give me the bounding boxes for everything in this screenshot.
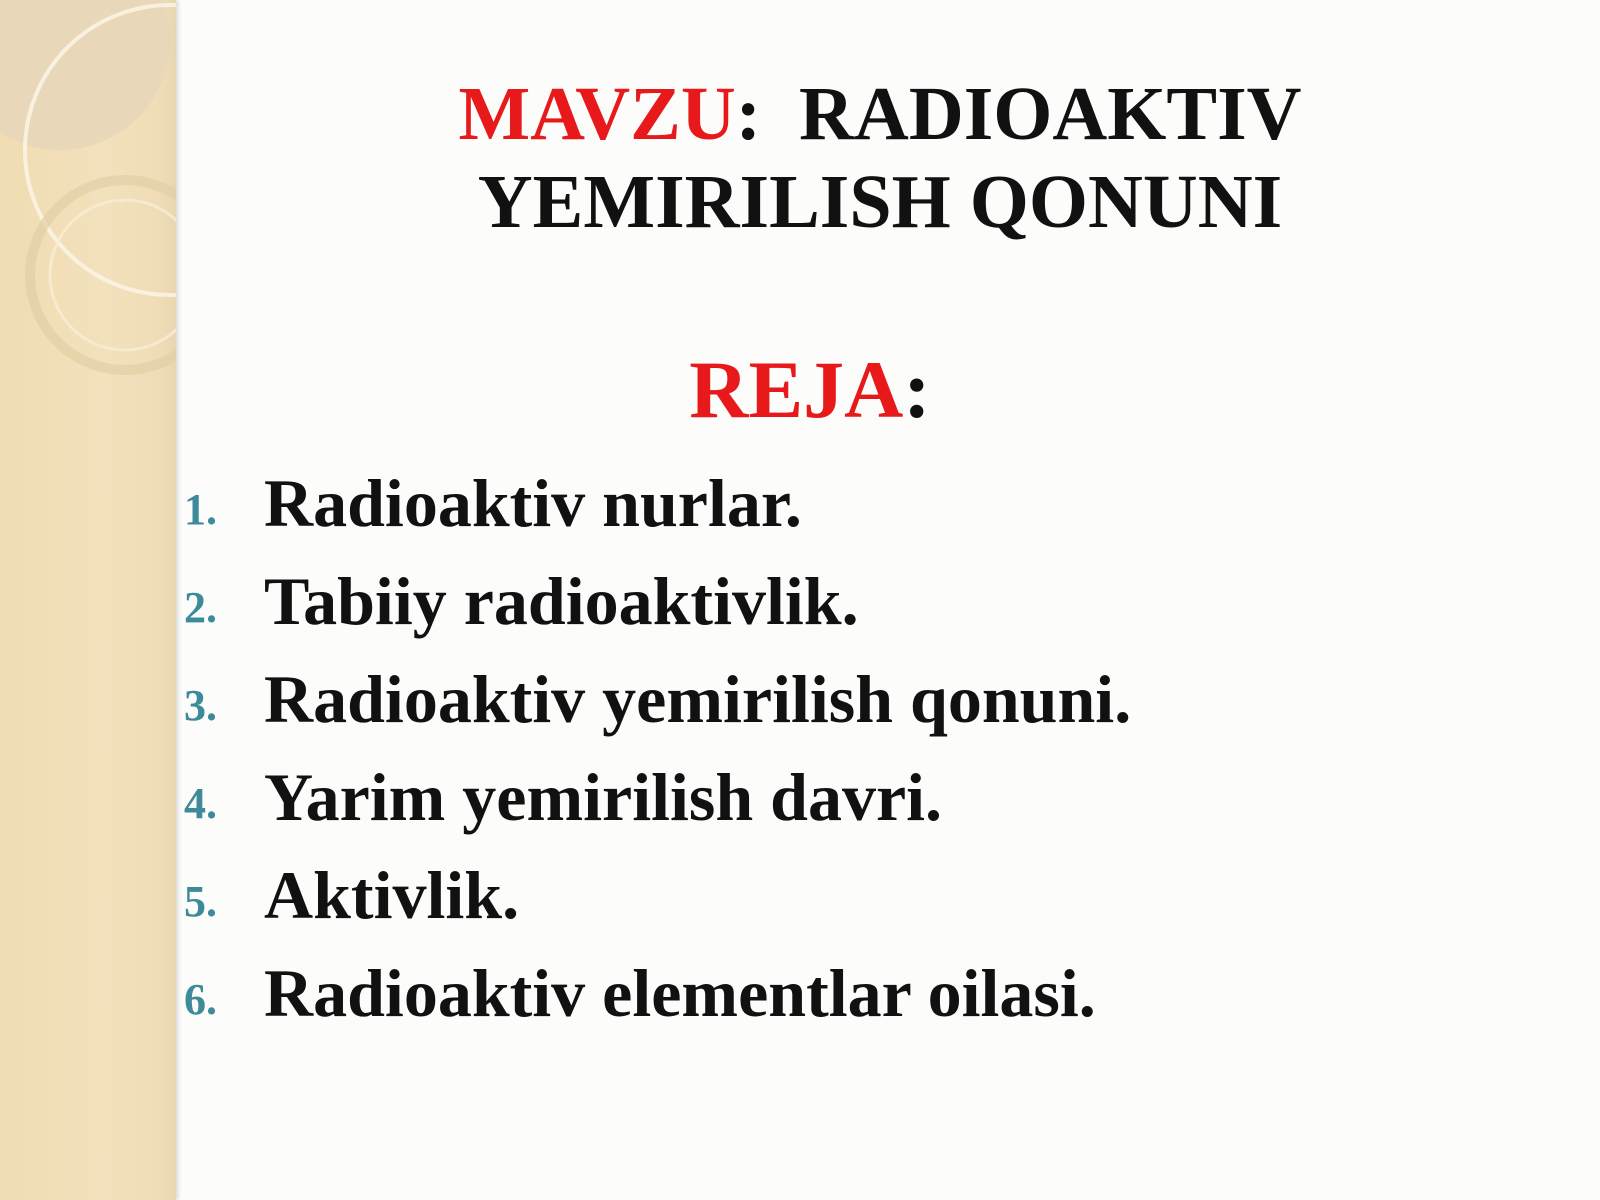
plan-item-number: 1.: [184, 484, 217, 534]
title-line-2: YEMIRILISH QONUNI: [477, 160, 1283, 244]
plan-item-text: Radioaktiv nurlar.: [264, 464, 802, 541]
decorative-circles-icon: [0, 0, 176, 1200]
plan-item-number: 2.: [184, 582, 217, 632]
plan-item-number: 4.: [184, 778, 217, 828]
plan-heading: [560, 340, 1060, 440]
plan-item-number: 6.: [184, 974, 217, 1024]
plan-item-text: Radioaktiv yemirilish qonuni.: [264, 660, 1132, 737]
plan-item: [184, 944, 1564, 1042]
decorative-side-band: [0, 0, 176, 1200]
plan-item-number: 5.: [184, 876, 217, 926]
title-separator: :: [735, 72, 762, 156]
plan-list: [184, 454, 1564, 1042]
plan-item-text: Radioaktiv elementlar oilasi.: [264, 954, 1096, 1031]
plan-item-number: 3.: [184, 680, 217, 730]
plan-item-text: Aktivlik.: [264, 856, 520, 933]
plan-heading-separator: :: [903, 344, 931, 435]
title-label: MAVZU: [458, 72, 736, 156]
plan-item: [184, 650, 1564, 748]
slide-title: [260, 70, 1500, 246]
plan-item: [184, 846, 1564, 944]
plan-item: [184, 748, 1564, 846]
plan-item-text: Tabiiy radioaktivlik.: [264, 562, 859, 639]
plan-heading-label: REJA: [689, 344, 904, 435]
title-line-1: [260, 70, 1500, 158]
plan-item: [184, 552, 1564, 650]
plan-item: [184, 454, 1564, 552]
title-line-1-rest: RADIOAKTIV: [799, 72, 1302, 156]
plan-item-text: Yarim yemirilish davri.: [264, 758, 943, 835]
